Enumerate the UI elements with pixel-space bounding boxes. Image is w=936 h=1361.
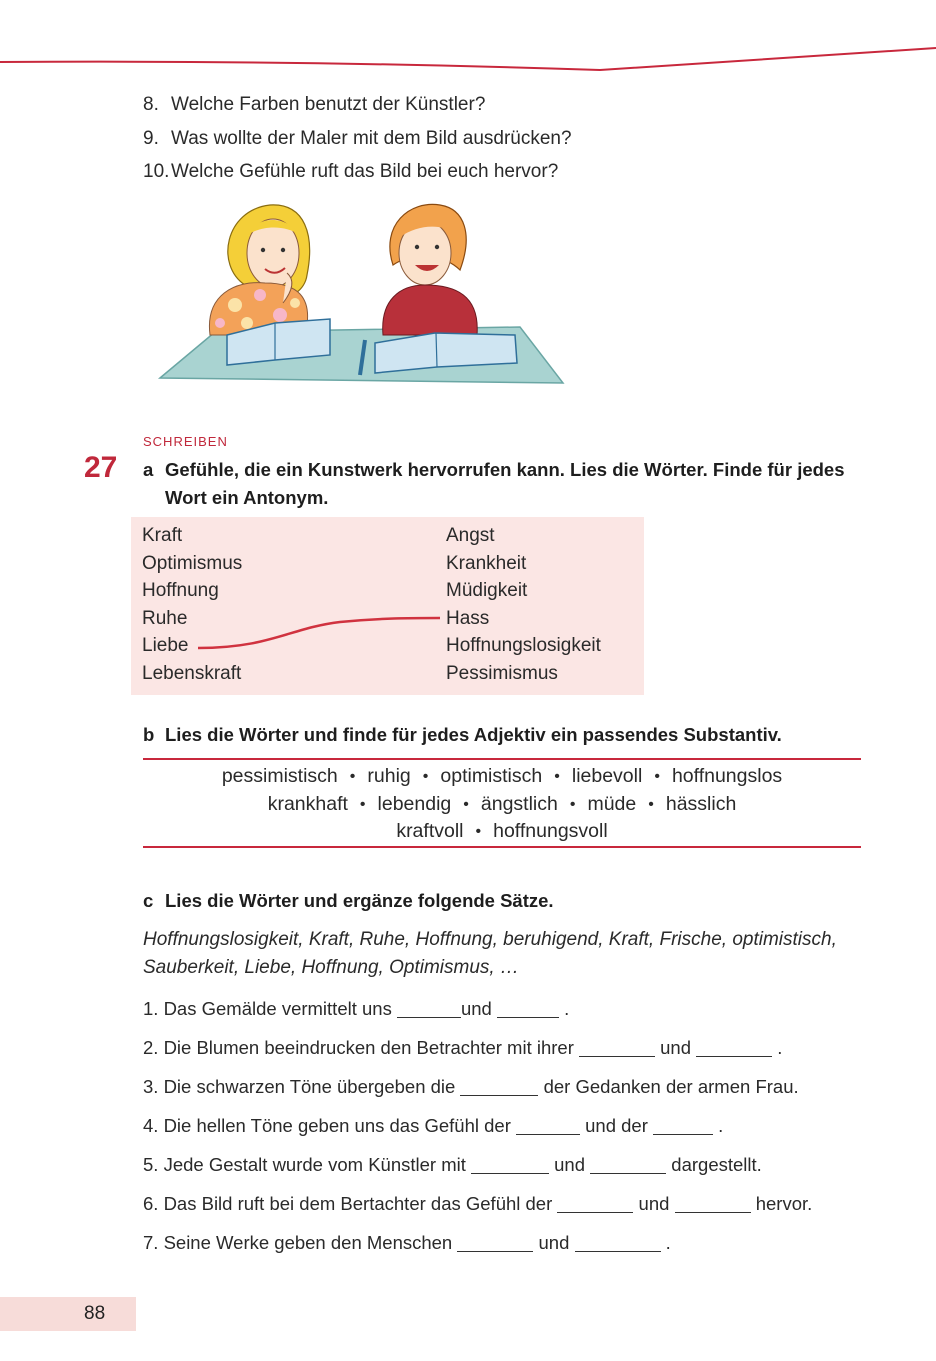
- word-bank-line: Hoffnungslosigkeit, Kraft, Ruhe, Hoffnung, beruhigend, Kraft, Frische, optimistisch,: [143, 929, 837, 950]
- question-10: [143, 161, 558, 183]
- sentence-text: .: [772, 1037, 783, 1058]
- sentence-6: [143, 1193, 812, 1215]
- word-item: optimistisch: [440, 765, 543, 787]
- students-illustration: [155, 195, 575, 390]
- sentence-text: hervor.: [750, 1193, 813, 1214]
- page-number-tab: [0, 1297, 136, 1331]
- word-item: pessimistisch: [221, 765, 338, 787]
- sentence-text: 1. Das Gemälde vermittelt uns: [143, 998, 397, 1019]
- sentence-1: [143, 998, 569, 1020]
- bullet-icon: •: [475, 823, 482, 840]
- sentence-text: 2. Die Blumen beeindrucken den Betrachter mit ihrer: [143, 1037, 579, 1058]
- word-item: Hoffnungslosigkeit: [446, 635, 601, 656]
- header-rule: [0, 0, 936, 80]
- sentence-text: 3. Die schwarzen Töne übergeben die: [143, 1076, 461, 1097]
- task-a-instruction: [143, 456, 845, 512]
- answer-blank[interactable]: [675, 1194, 751, 1213]
- sentence-text: 5. Jede Gestalt wurde vom Künstler mit: [143, 1154, 471, 1175]
- bullet-icon: •: [554, 768, 560, 785]
- exercise-number: 27: [84, 451, 118, 484]
- word-item: Hoffnung: [142, 580, 219, 601]
- task-c-instruction: [143, 887, 554, 915]
- word-item: Angst: [446, 525, 495, 546]
- question-text: Welche Gefühle ruft das Bild bei euch hervor?: [171, 161, 559, 182]
- answer-blank[interactable]: [397, 999, 461, 1018]
- sentence-text: und: [655, 1037, 697, 1058]
- sentence-text: .: [660, 1232, 671, 1253]
- bullet-icon: •: [359, 795, 366, 813]
- question-8: [143, 94, 485, 116]
- word-item: hoffnungslos: [671, 765, 783, 787]
- answer-blank[interactable]: [516, 1116, 580, 1135]
- answer-blank[interactable]: [457, 1233, 533, 1252]
- sentence-text: und: [549, 1154, 591, 1175]
- task-text: Wort ein Antonym.: [165, 487, 329, 508]
- sentence-7: [143, 1232, 671, 1254]
- example-connector-line: [190, 608, 450, 658]
- word-list-left: [142, 522, 242, 687]
- question-text: Welche Farben benutzt der Künstler?: [171, 94, 486, 115]
- answer-blank[interactable]: [579, 1038, 655, 1057]
- word-item: Müdigkeit: [446, 580, 528, 601]
- word-item: hoffnungsvoll: [493, 820, 608, 842]
- bullet-icon: •: [349, 768, 356, 785]
- word-item: Ruhe: [142, 607, 188, 629]
- adjective-word-bank: [143, 763, 861, 846]
- word-item: Pessimismus: [446, 662, 558, 684]
- word-item: Krankheit: [446, 552, 527, 574]
- word-item: lebendig: [377, 792, 452, 815]
- sentence-text: .: [558, 998, 570, 1019]
- sentence-text: dargestellt.: [666, 1154, 762, 1175]
- answer-blank[interactable]: [471, 1155, 549, 1174]
- word-item: krankhaft: [267, 792, 348, 815]
- word-bank-italic: [143, 926, 837, 982]
- section-label: SCHREIBEN: [143, 434, 228, 449]
- answer-blank[interactable]: [653, 1116, 713, 1135]
- answer-blank[interactable]: [575, 1233, 661, 1252]
- bullet-icon: •: [654, 768, 660, 785]
- task-letter: b: [143, 724, 155, 745]
- word-item: Lebenskraft: [142, 662, 242, 684]
- answer-blank[interactable]: [696, 1038, 772, 1057]
- sentence-text: und: [460, 998, 497, 1019]
- sentence-text: und: [533, 1232, 575, 1253]
- bullet-icon: •: [648, 795, 654, 813]
- question-number: 9.: [143, 128, 159, 149]
- word-row: [143, 791, 861, 819]
- sentence-4: [143, 1115, 723, 1137]
- sentence-text: und der: [580, 1115, 654, 1136]
- question-number: 10.: [143, 161, 170, 182]
- word-item: Hass: [446, 607, 490, 629]
- sentence-2: [143, 1037, 782, 1059]
- sentence-text: 7. Seine Werke geben den Menschen: [143, 1232, 458, 1253]
- answer-blank[interactable]: [557, 1194, 633, 1213]
- word-item: ängstlich: [480, 792, 558, 815]
- word-row: [143, 818, 861, 846]
- word-item: kraftvoll: [396, 820, 464, 842]
- word-item: ruhig: [367, 765, 411, 787]
- word-item: müde: [587, 792, 637, 815]
- bullet-icon: •: [422, 768, 429, 785]
- word-bank-line: Sauberkeit, Liebe, Hoffnung, Optimismus, …: [143, 957, 519, 978]
- sentence-text: der Gedanken der armen Frau.: [538, 1076, 799, 1097]
- question-9: [143, 128, 572, 150]
- sentence-text: und: [633, 1193, 675, 1214]
- answer-blank[interactable]: [590, 1155, 666, 1174]
- sentence-text: .: [713, 1115, 724, 1136]
- task-letter: c: [143, 890, 154, 911]
- task-b-instruction: [143, 721, 782, 749]
- word-item: Kraft: [142, 525, 183, 546]
- task-text: Lies die Wörter und finde für jedes Adjektiv ein passendes Substantiv.: [165, 724, 782, 745]
- word-item: Optimismus: [142, 552, 243, 574]
- answer-blank[interactable]: [460, 1077, 538, 1096]
- sentence-5: [143, 1154, 762, 1176]
- task-text: Gefühle, die ein Kunstwerk hervorrufen kann. Lies die Wörter. Finde für jedes: [165, 459, 845, 480]
- sentence-text: 4. Die hellen Töne geben uns das Gefühl der: [143, 1115, 516, 1136]
- sentence-3: [143, 1076, 799, 1098]
- divider-bottom: [143, 846, 861, 848]
- word-row: [143, 763, 861, 791]
- word-list-right: [446, 522, 601, 687]
- task-text: Lies die Wörter und ergänze folgende Sätze.: [165, 890, 554, 911]
- answer-blank[interactable]: [497, 999, 559, 1018]
- question-number: 8.: [143, 94, 159, 115]
- divider-top: [143, 758, 861, 760]
- question-text: Was wollte der Maler mit dem Bild ausdrücken?: [171, 128, 572, 149]
- task-letter: a: [143, 459, 154, 480]
- bullet-icon: •: [569, 795, 576, 813]
- word-item: hässlich: [665, 792, 737, 815]
- word-item: Liebe: [142, 635, 189, 656]
- bullet-icon: •: [463, 795, 469, 813]
- word-item: liebevoll: [571, 765, 643, 787]
- sentence-text: 6. Das Bild ruft bei dem Bertachter das Gefühl der: [143, 1193, 558, 1214]
- page-number: 88: [84, 1303, 106, 1324]
